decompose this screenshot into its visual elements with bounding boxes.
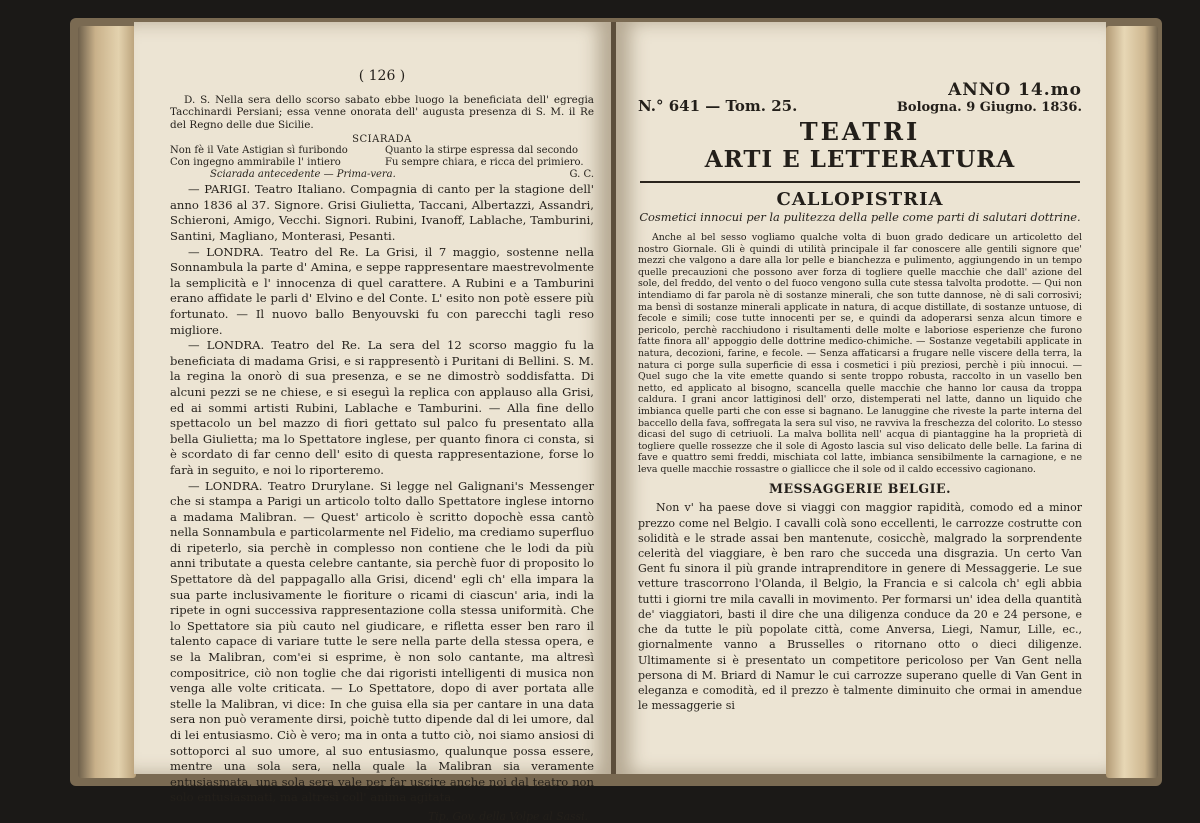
page-edges-left	[78, 26, 136, 778]
printer-imprint: Tip. Gov. della Volpe al Sassi.	[428, 809, 588, 823]
sciarada-title: SCIARADA	[352, 134, 412, 146]
sciarada-line: Non fè il Vate Astigian sì furibondo	[170, 145, 348, 157]
article-body: Anche al bel sesso vogliamo qualche volta di buon grado dedicare un articoletto del nostro Giornale. Gli è quindi di utilità principale il far conoscere alle gentili signore que' mezzi che valgono a dare alla lor pelle e bianchezza e pulimento, aggiungendo in un tempo quelle precauzioni che possono aver forza di togliere quelle macchie che dall' azione del sole, del freddo, del vento o del fuoco vengono sulla cute stessa talvolta prodotte. — Qui non intendiamo di far parola nè di sostanze minerali, che son tutte dannose, nè di sali corrosivi; ma bensì di sostanze minerali applicate in natura, di acque distillate, di sostanze untuose, di fecole e simili; cose tutte innocenti per se, e quindi da adoperarsi senza alcun timore e pericolo, perchè racchiudono i risultamenti delle molte e laboriose esperienze che furono fatte finora all' appoggio delle dottrine medico-chimiche. — Sostanze vegetabili applicate in natura, decozioni, farine, e fecole. — Senza affaticarsi a frugare nelle viscere della terra, la natura ci porge sulla superficie di essa i cosmetici i più preziosi, perchè i più innocui. — Quel sugo che la vite emette quando si sente troppo robusta, raccolto in un vasello ben netto, ed applicato al bisogno, scancella quelle macchie che hanno lor causa da troppa caldura. I grani ancor lattiginosi dell' orzo, distemperati nel latte, danno un liquido che imbianca quelle parti che con esse si bagnano. Le lanuggine che riveste la parte interna del baccello della fava, soffregata la sera sul viso, ne ravviva la freschezza del colorito. Lo stesso dicasi del sugo di cetriuoli. La malva bollita nell' acqua di piantaggine ha la proprietà di togliere quelle rossezze che il sole di Agosto lascia sul viso delicato delle belle. La farina di fave e quattro semi freddi, mischiata col latte, imbianca sensibilmente la carnagione, e ne leva quelle macchie rossastre o giallicce che il sole od il caldo eccessivo cagionano.	[638, 232, 1082, 475]
news-item: — PARIGI. Teatro Italiano. Compagnia di canto per la stagione dell' anno 1836 al 37. Signore. Grisi Giulietta, Taccani, Albertazzi, Assandri, Schieroni, Amigo, Vecchi. Signori. Rubini, Ivanoff, Lablache, Tamburini, Santini, Magliano, Monterasi, Pesanti.	[170, 182, 594, 243]
article-subtitle: Cosmetici innocui per la pulitezza della pelle come parti di salutari dottrine.	[639, 210, 1081, 224]
right-page-content	[638, 80, 1082, 713]
left-page	[134, 22, 612, 823]
news-item: — LONDRA. Teatro del Re. La sera del 12 scorso maggio fu la beneficiata di madama Grisi, e si rappresentò i Puritani di Bellini. S. M. la regina la onorò di sua presenza, e se ne dimostrò soddisfatta. Di alcuni pezzi se ne chiese, e si eseguì la replica con applauso alla Grisi, ed ai sommi artisti Rubini, Lablache e Tamburini. — Alla fine dello spettacolo un bel mazzo di fiori gettato sul palco fu presentato alla bella Giulietta; ma lo Spettatore inglese, per quanto finora ci consta, si è scordato di far cenno dell' esito di questa rappresentazione, forse lo farà in seguito, e noi lo riporteremo.	[170, 338, 594, 477]
journal-title-line1: TEATRI	[799, 117, 921, 146]
issue-date: Bologna. 9 Giugno. 1836.	[896, 100, 1082, 115]
ds-note: D. S. Nella sera dello scorso sabato ebbe luogo la beneficiata dell' egregia Tacchinardi Persiani; essa venne onorata dell' augusta presenza di S. M. il Re del Regno delle due Sicilie.	[170, 94, 594, 131]
sciarada-verses	[170, 145, 594, 169]
news-item: — LONDRA. Teatro del Re. La Grisi, il 7 maggio, sostenne nella Sonnambula la parte d' Amina, e seppe rappresentare maestrevolmente la semplicità e l' innocenza di quel carattere. A Rubini e a Tamburini erano affidate le parli d' Elvino e del Conte. L' esito non potè essere più fortunato. — Il nuovo ballo Benyouvski fu con parecchi tagli reso migliore.	[170, 244, 594, 337]
article-title: CALLOPISTRIA	[776, 189, 944, 210]
masthead-rule	[640, 181, 1080, 183]
page-edges-right	[1106, 26, 1158, 778]
left-page-content	[170, 68, 594, 823]
sciarada-line: Con ingegno ammirabile l' intiero	[170, 157, 341, 169]
sciarada-line: Fu sempre chiara, e ricca del primiero.	[385, 157, 584, 169]
section-body: Non v' ha paese dove si viaggi con maggior rapidità, comodo ed a minor prezzo come nel Belgio. I cavalli colà sono eccellenti, le carrozze costrutte con solidità e le strade assai ben mantenute, cosicchè, malgrado la sorprendente celerità del viaggiare, è ben raro che succeda una disgrazia. Un certo Van Gent fu sinora il più grande intraprenditore in genere di Messaggerie. Le sue vetture trascorrono l'Olanda, il Belgio, la Francia e si calcola ch' egli abbia tutti i giorni tre mila cavalli in movimento. Per formarsi un' idea della quantità de' viaggiatori, basti il dire che una diligenza conduce da 20 e 24 persone, e che da tutte le più popolate città, come Anversa, Liegi, Namur, Lille, ec., giornalmente vanno a Brusselles o ritornano otto o dieci diligenze. Ultimamente si è presentato un competitore pericoloso per Van Gent nella persona di M. Briard di Namur le cui carrozze superano quelle di Van Gent in eleganza e comodità, ed il prezzo è talmente diminuito che ormai in amendue le messaggerie si	[638, 501, 1082, 713]
news-item: — LONDRA. Teatro Drurylane. Si legge nel Galignani's Messenger che si stampa a Parigi un articolo tolto dallo Spettatore inglese intorno a madama Malibran. — Quest' articolo è scritto dopochè essa cantò nella Sonnambula e particolarmente nel Fidelio, ma crediamo superfluo di ripeterlo, sia perchè in complesso non contiene che le lodi da più anni tributate a questa celebre cantante, sia perchè fuor di proposito lo Spettatore dà del pappagallo alla Grisi, dicend' egli ch' ella impara la sua parte inclusivamente le fioriture o ricami di ciascun' aria, indi la ripete in ogni successiva rappresentazione colla stessa uniformità. Che lo Spettatore sia più cauto nel giudicare, e rifletta esser ben raro il talento capace di variare tutte le sere nella parte della stessa opera, e se la Malibran, com'ei si esprime, è non solo cantante, ma altresì compositrice, ciò non toglie che dai rigoristi intelligenti di musica non venga alle volte criticata. — Lo Spettatore, dopo di aver portata alle stelle la Malibran, vi dice: In che guisa ella sia per cantare in una data sera non può veramente dirsi, poichè tutto dipende dal di lei umore, dal di lei entusiasmo. Ciò è vero; ma in onta a tutto ciò, noi siamo ansiosi di sottoporci al suo umore, al suo entusiasmo, qualunque possa essere, mentre una sola sera, nella quale la Malibran sia veramente entusiasmata, una sola sera vale per far uscire anche noi dal teatro non solo entusiasmati, ma altresì coll' anima agitata.	[170, 478, 594, 805]
section-title: MESSAGGERIE BELGIE.	[769, 481, 951, 497]
issue-number: N.° 641 — Tom. 25.	[638, 97, 798, 115]
right-page	[616, 22, 1106, 774]
anno-date	[897, 80, 1082, 115]
sciarada-footer	[170, 169, 594, 180]
page-number: ( 126 )	[358, 68, 406, 84]
masthead-row	[638, 80, 1082, 115]
journal-title-line2: ARTI E LETTERATURA	[704, 146, 1016, 173]
anno-label: ANNO 14.mo	[948, 80, 1082, 100]
sciarada-initials: G. C.	[569, 169, 594, 181]
sciarada-answer: Sciarada antecedente — Prima-vera.	[210, 169, 396, 181]
sciarada-line: Quanto la stirpe espressa dal secondo	[385, 145, 579, 157]
